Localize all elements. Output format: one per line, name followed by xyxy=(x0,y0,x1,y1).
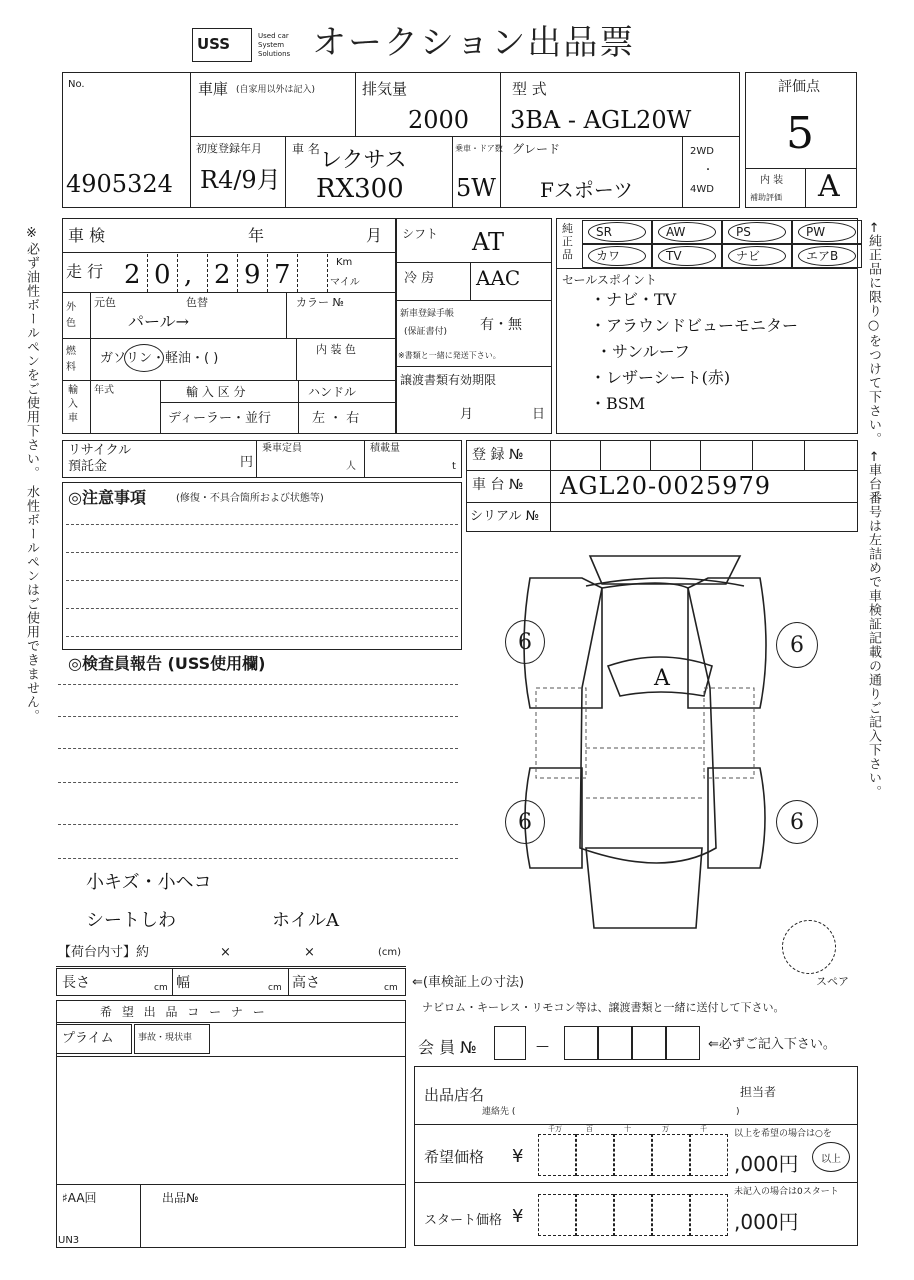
handle-value[interactable]: 左 ・ 右 xyxy=(312,411,360,426)
cargo-label: 【荷台内寸】約 xyxy=(58,945,150,960)
price-digit-cell[interactable] xyxy=(652,1134,690,1176)
staff-label: 担当者 xyxy=(740,1085,777,1099)
equipment-item-label: ナビ xyxy=(736,249,761,263)
tire-front-left[interactable]: 6 xyxy=(505,620,545,664)
car-name-value-1[interactable]: レクサス xyxy=(320,148,407,173)
tire-rear-left[interactable]: 6 xyxy=(505,800,545,844)
equipment-item-label: カワ xyxy=(596,249,621,263)
side-note-left: ※必ず油性ボールペンをご使用下さい。 水性ボールペンはご使用できません。 xyxy=(24,226,39,724)
length-label: 長さ xyxy=(62,975,90,991)
first-reg-label: 初度登録年月 xyxy=(196,142,262,155)
price-digit-cell[interactable] xyxy=(690,1134,728,1176)
recycle-label-2: 預託金 xyxy=(68,459,108,474)
chassis-no-value[interactable]: AGL20-0025979 xyxy=(560,472,771,500)
mileage-label: 走 行 xyxy=(66,262,104,281)
page-title: オークション出品票 xyxy=(312,23,636,63)
inspector-line3[interactable]: ホイルA xyxy=(272,910,339,931)
over-circle[interactable] xyxy=(812,1142,850,1172)
start-digit-cell[interactable] xyxy=(538,1194,576,1236)
member-number-cell[interactable] xyxy=(564,1026,598,1060)
price-unit-label: 百 xyxy=(586,1125,593,1133)
logo-subtext: Used car System Solutions xyxy=(258,32,291,58)
new-reg-note: ※書類と一緒に発送下さい。 xyxy=(398,351,501,360)
interior-color-label: 内 装 色 xyxy=(316,343,356,356)
drive-2wd[interactable]: 2WD xyxy=(690,146,714,157)
mileage-digit: 9 xyxy=(244,260,261,290)
new-reg-label-1: 新車登録手帳 xyxy=(400,309,455,319)
start-suffix: ,000円 xyxy=(734,1210,799,1234)
over-note: 以上を希望の場合は○を xyxy=(734,1129,832,1139)
price-unit-label: 千万 xyxy=(548,1125,562,1133)
caution-block xyxy=(62,482,462,650)
import-class-label: 輸 入 区 分 xyxy=(186,385,246,399)
fuel-options[interactable]: ガソリン・軽油・( ) xyxy=(100,351,219,366)
first-reg-value[interactable]: R4/9月 xyxy=(200,166,281,194)
mileage-digit: 0 xyxy=(154,260,171,290)
shaken-dims-note: ⇐(車検証上の寸法) xyxy=(412,975,525,990)
inspector-line1[interactable]: 小キズ・小ヘコ xyxy=(86,872,212,893)
exhibit-no-label: 出品№ xyxy=(162,1191,199,1205)
start-label: スタート価格 xyxy=(424,1213,503,1228)
spare-label: スペア xyxy=(816,975,849,988)
price-unit-label: 十 xyxy=(624,1125,631,1133)
price-digit-cell[interactable] xyxy=(538,1134,576,1176)
mileage-unit-mile: マイル xyxy=(330,277,360,288)
score-label: 評価点 xyxy=(778,79,820,95)
new-reg-label-2: (保証書付) xyxy=(404,327,448,337)
load-unit: t xyxy=(452,461,456,472)
car-diagram xyxy=(490,548,800,948)
inspector-title: ◎検査員報告 (USS使用欄) xyxy=(68,654,266,673)
sales-point-item[interactable]: ・レザーシート(赤) xyxy=(590,368,731,387)
displacement-label: 排気量 xyxy=(362,80,408,98)
price-yen: ¥ xyxy=(512,1146,524,1167)
year-type-label: 年式 xyxy=(94,385,114,396)
cargo-unit: (cm) xyxy=(378,947,402,958)
mileage-digit: 2 xyxy=(124,260,141,290)
sales-point-label: セールスポイント xyxy=(562,273,657,287)
fuel-label: 燃料 xyxy=(66,346,76,373)
member-number-cell[interactable] xyxy=(666,1026,700,1060)
uss-logo xyxy=(192,28,252,62)
price-digit-cell[interactable] xyxy=(576,1134,614,1176)
height-label: 高さ xyxy=(292,975,320,991)
equipment-item-label: SR xyxy=(596,225,612,239)
aa-label: ♯AA回 xyxy=(62,1191,97,1205)
interior-value[interactable]: A xyxy=(818,169,840,204)
accident-label: 事故・現状車 xyxy=(138,1033,193,1043)
handle-label: ハンドル xyxy=(308,385,357,399)
glass-score[interactable]: A xyxy=(654,666,670,691)
sales-point-item[interactable]: ・ナビ・TV xyxy=(590,290,677,309)
orig-color-label: 元色 xyxy=(94,296,116,309)
interior-label-1: 内 装 xyxy=(760,175,784,186)
spare-tire-circle[interactable] xyxy=(782,920,836,974)
length-unit: cm xyxy=(154,983,168,993)
cargo-x1: × xyxy=(220,945,231,960)
member-note: ⇐必ずご記入下さい。 xyxy=(708,1037,836,1052)
sales-point-item[interactable]: ・アラウンドビューモニター xyxy=(590,316,799,335)
equipment-item-label: PW xyxy=(806,225,826,239)
mileage-digit-cell[interactable] xyxy=(298,254,328,292)
score-value[interactable]: 5 xyxy=(786,108,814,159)
price-unit-label: 千 xyxy=(700,1125,707,1133)
equipment-item-label: TV xyxy=(666,249,682,263)
chassis-no-label: 車 台 № xyxy=(472,477,524,493)
price-suffix: ,000円 xyxy=(734,1152,799,1176)
shift-label: シフト xyxy=(402,227,439,241)
notice-text: ナビロム・キーレス・リモコン等は、譲渡書類と一緒に送付して下さい。 xyxy=(422,1001,785,1014)
width-label: 幅 xyxy=(176,975,190,991)
mileage-digit: 2 xyxy=(214,260,231,290)
logo-text: USS xyxy=(197,35,231,53)
car-name-value-2[interactable]: RX300 xyxy=(316,174,404,204)
aircon-label: 冷 房 xyxy=(404,271,435,286)
start-note: 未記入の場合は0スタート xyxy=(734,1187,839,1197)
start-digit-cell[interactable] xyxy=(576,1194,614,1236)
recycle-yen: 円 xyxy=(240,455,254,470)
member-dash: — xyxy=(536,1039,549,1054)
store-label: 出品店名 xyxy=(424,1086,485,1104)
mileage-unit-km: Km xyxy=(336,257,353,268)
price-unit-label: 万 xyxy=(662,1125,669,1133)
tire-front-right[interactable]: 6 xyxy=(776,622,818,668)
price-label: 希望価格 xyxy=(424,1148,485,1166)
tire-rear-right[interactable]: 6 xyxy=(776,800,818,844)
recycle-label-1: リサイクル xyxy=(68,443,132,458)
start-digit-cell[interactable] xyxy=(652,1194,690,1236)
color-change-label: 色替 xyxy=(186,296,208,309)
doc-month: 月 xyxy=(460,407,474,422)
member-label: 会 員 № xyxy=(418,1038,477,1057)
cargo-x2: × xyxy=(304,945,315,960)
prime-label: プライム xyxy=(62,1031,114,1046)
doors-label: 乗車・ドア数 xyxy=(455,144,503,153)
import-label: 輸入車 xyxy=(68,385,78,424)
model-label: 型 式 xyxy=(512,80,547,98)
capacity-unit: 人 xyxy=(346,461,356,472)
contact-label: 連絡先 ( xyxy=(482,1107,516,1117)
capacity-label: 乗車定員 xyxy=(262,443,302,454)
shaken-year: 年 xyxy=(248,226,265,245)
grade-value[interactable]: Fスポーツ xyxy=(540,178,634,202)
side-note-right: ←純正品に限り○をつけて下さい。 ←車台番号は左詰めで車検証記載の通りご記入下さい。 xyxy=(866,222,881,799)
contact-close: ) xyxy=(736,1107,740,1117)
grade-label: グレード xyxy=(512,142,561,156)
no-label: No. xyxy=(68,79,85,90)
vehicle-name-label: 車庫 xyxy=(198,80,229,98)
load-label: 積載量 xyxy=(370,443,400,454)
fuel-gasoline-circle xyxy=(124,344,164,372)
new-reg-value[interactable]: 有・無 xyxy=(480,317,522,333)
height-unit: cm xyxy=(384,983,398,993)
color-value[interactable]: パール→ xyxy=(128,312,190,331)
displacement-value[interactable]: 2000 xyxy=(408,106,470,134)
import-class-value[interactable]: ディーラー・並行 xyxy=(168,411,271,426)
sales-point-item[interactable]: ・サンルーフ xyxy=(596,342,691,361)
mileage-digit: 7 xyxy=(274,260,291,290)
equipment-item-label: エアB xyxy=(806,249,839,263)
member-number-cell[interactable] xyxy=(632,1026,666,1060)
doc-label: 譲渡書類有効期限 xyxy=(400,373,497,387)
over-circle-label: 以上 xyxy=(821,1153,841,1165)
mileage-digit: , xyxy=(184,260,193,290)
serial-no-label: シリアル № xyxy=(470,509,540,524)
inspector-line2[interactable]: シートしわ xyxy=(86,910,176,931)
sales-point-item[interactable]: ・BSM xyxy=(590,394,646,413)
doors-value[interactable]: 5W xyxy=(456,174,496,202)
cargo-dims xyxy=(56,968,406,996)
model-value[interactable]: 3BA - AGL20W xyxy=(510,106,692,134)
shaken-label: 車 検 xyxy=(68,226,106,245)
form-code: UN3 xyxy=(58,1235,80,1246)
member-box-1[interactable] xyxy=(494,1026,526,1060)
equipment-item-label: PS xyxy=(736,225,751,239)
color-no-label: カラー № xyxy=(296,296,344,309)
price-digit-cell[interactable] xyxy=(614,1134,652,1176)
drive-dot: ・ xyxy=(703,165,713,176)
member-number-cell[interactable] xyxy=(598,1026,632,1060)
caution-title: ◎注意事項 xyxy=(68,488,146,507)
width-unit: cm xyxy=(268,983,282,993)
exterior-label: 外色 xyxy=(66,302,76,329)
shaken-month: 月 xyxy=(366,226,383,245)
start-digit-cell[interactable] xyxy=(690,1194,728,1236)
desired-title: 希 望 出 品 コ ー ナ ー xyxy=(100,1005,268,1019)
aircon-value[interactable]: AAC xyxy=(476,266,521,290)
drive-4wd[interactable]: 4WD xyxy=(690,184,714,195)
caution-note: (修復・不具合箇所および状態等) xyxy=(176,493,324,504)
mileage-digit-cell[interactable] xyxy=(178,254,208,292)
equipment-item-label: AW xyxy=(666,225,686,239)
doc-day: 日 xyxy=(532,407,546,422)
start-digit-cell[interactable] xyxy=(614,1194,652,1236)
car-name-label: 車 名 xyxy=(292,142,320,156)
interior-label-2: 補助評価 xyxy=(750,193,782,202)
vehicle-name-note: (自家用以外は記入) xyxy=(236,85,316,95)
reg-no-label: 登 録 № xyxy=(472,447,524,463)
start-yen: ¥ xyxy=(512,1206,524,1227)
equipment-label: 純正品 xyxy=(562,222,573,261)
shift-value[interactable]: AT xyxy=(472,228,505,256)
no-value[interactable]: 4905324 xyxy=(66,170,173,198)
